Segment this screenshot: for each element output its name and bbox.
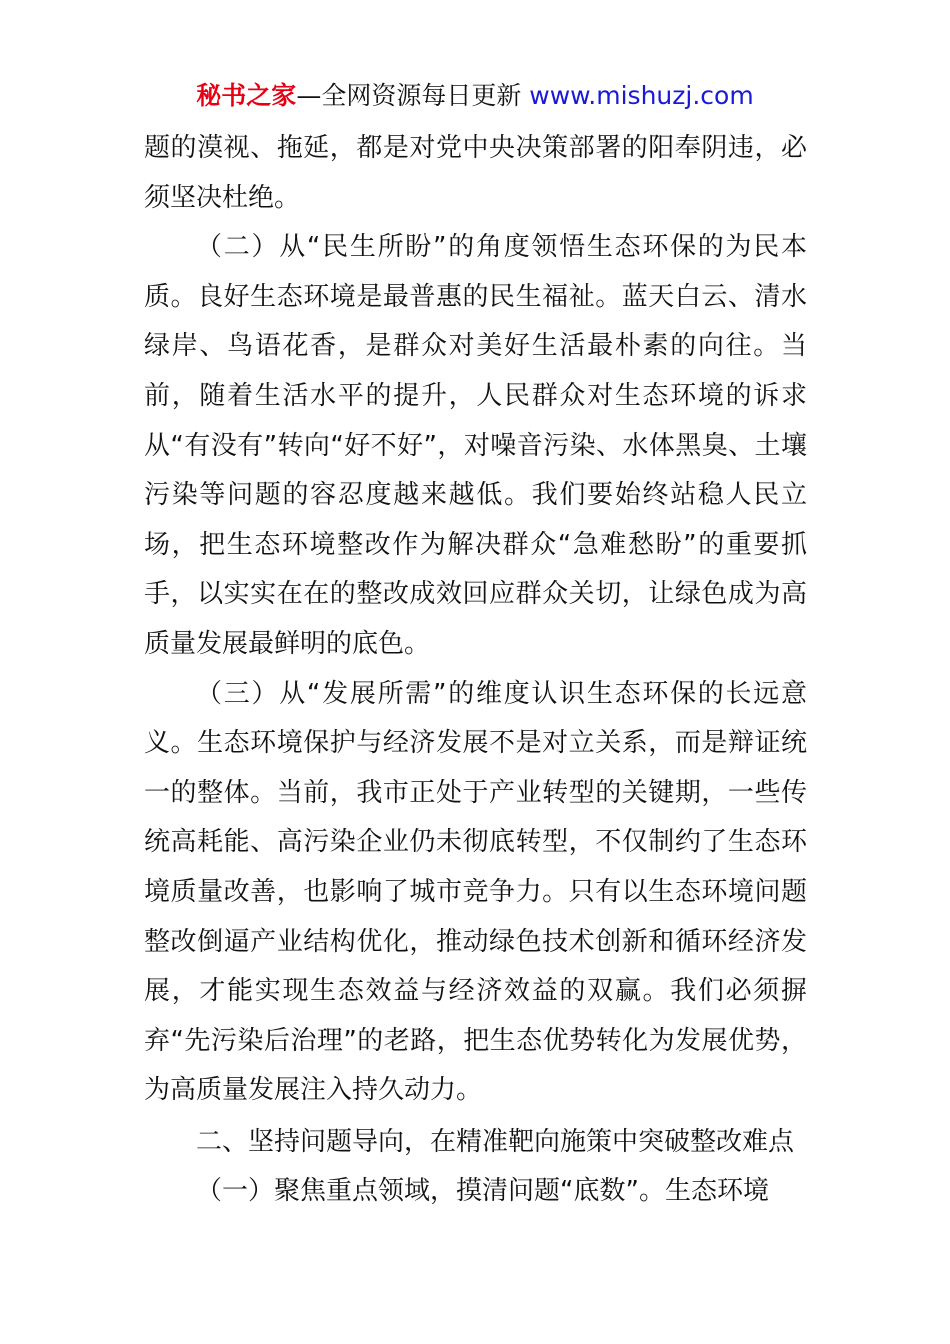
paragraph-continuation: 题的漠视、拖延，都是对党中央决策部署的阳奉阴违，必须坚决杜绝。: [144, 133, 807, 213]
paragraph-livelihood: （二）从“民生所盼”的角度领悟生态环保的为民本质。良好生态环境是最普惠的民生福祉。蓝天白云、清水绿岸、鸟语花香，是群众对美好生活最朴素的向往。当前，随着生活水平的提升，人民群众对生态环境的诉求从“有没有”转向“好不好”，对噪音污染、水体黑臭、土壤污染等问题的容忍度越来越低。我们要始终站稳人民立场，把生态环境整改作为解决群众“急难愁盼”的重要抓手，以实实在在的整改成效回应群众关切，让绿色成为高质量发展最鲜明的底色。: [144, 232, 807, 659]
paragraph-key-areas: （一）聚焦重点领域，摸清问题“底数”。生态环境: [196, 1176, 769, 1207]
document-body: [144, 124, 807, 1217]
paragraph-development: （三）从“发展所需”的维度认识生态环保的长远意义。生态环境保护与经济发展不是对立关系，而是辩证统一的整体。当前，我市正处于产业转型的关键期，一些传统高耗能、高污染企业仍未彻底转型，不仅制约了生态环境质量改善，也影响了城市竞争力。只有以生态环境问题整改倒逼产业结构优化，推动绿色技术创新和循环经济发展，才能实现生态效益与经济效益的双赢。我们必须摒弃“先污染后治理”的老路，把生态优势转化为发展优势，为高质量发展注入持久动力。: [144, 678, 807, 1106]
site-url-link[interactable]: www.mishuzj.com: [529, 81, 754, 110]
site-tagline: —全网资源每日更新: [296, 81, 530, 110]
site-brand: 秘书之家: [196, 81, 297, 110]
section-heading: 二、坚持问题导向，在精准靶向施策中突破整改难点: [196, 1126, 795, 1157]
site-header: [0, 80, 950, 112]
